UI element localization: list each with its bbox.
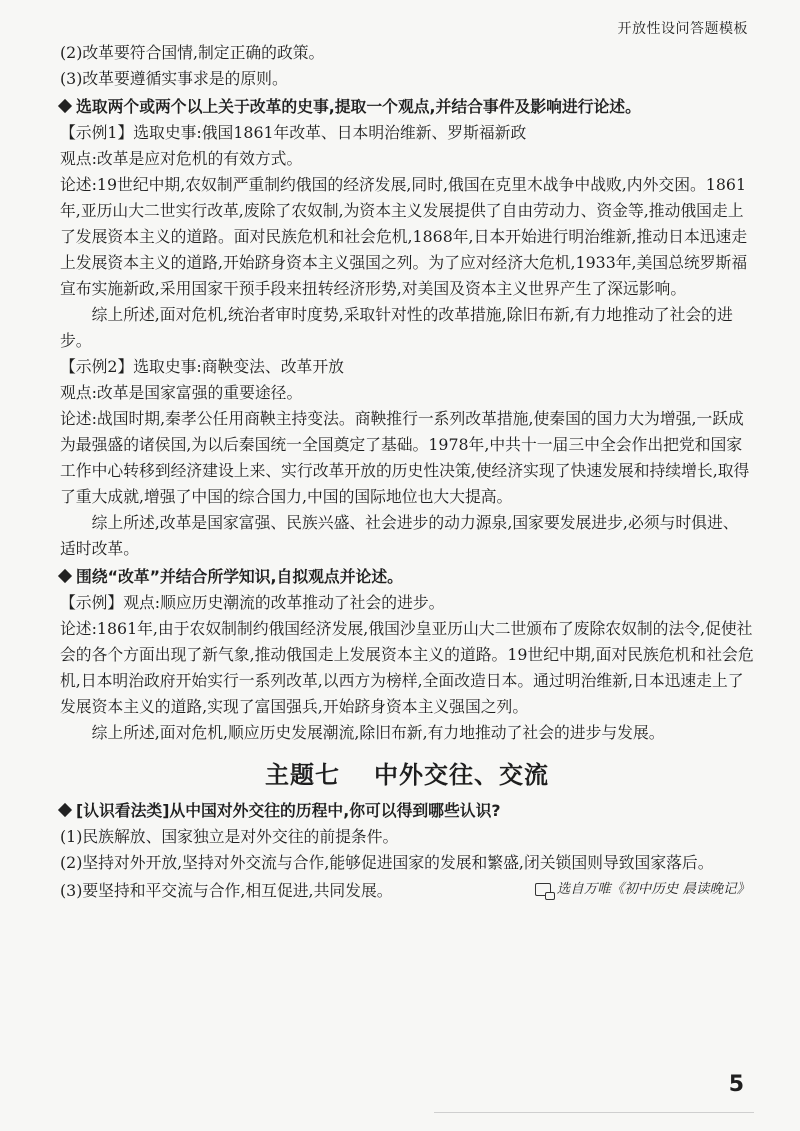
recognition-2: (2)坚持对外开放,坚持对外交流与合作,能够促进国家的发展和繁盛,闭关锁国则导致国家落后。: [60, 853, 714, 872]
question-3: [60, 798, 754, 824]
page-content: [60, 40, 754, 904]
example-2-viewpoint: 观点:改革是国家富强的重要途径。: [60, 383, 303, 402]
question-1: [60, 94, 754, 120]
diamond-bullet-icon: [58, 99, 72, 113]
example-1-conclusion: 综上所述,面对危机,统治者审时度势,采取针对性的改革措施,除旧布新,有力地推动了社会的进步。: [60, 305, 733, 350]
topic-heading: [60, 762, 754, 788]
question-2-text: 围绕“改革”并结合所学知识,自拟观点并论述。: [76, 567, 403, 586]
example-1-selection: 【示例1】选取史事:俄国1861年改革、日本明治维新、罗斯福新政: [60, 123, 527, 142]
header-title: 开放性设问答题模板: [617, 21, 748, 37]
example-3-conclusion: 综上所述,面对危机,顺应历史发展潮流,除旧布新,有力地推动了社会的进步与发展。: [91, 723, 665, 742]
reform-point-3: (3)改革要遵循实事求是的原则。: [60, 69, 288, 88]
example-2-selection: 【示例2】选取史事:商鞅变法、改革开放: [60, 357, 344, 376]
example-1-argument: 论述:19世纪中期,农奴制严重制约俄国的经济发展,同时,俄国在克里木战争中战败,内外交困。1861年,亚历山大二世实行改革,废除了农奴制,为资本主义发展提供了自由劳动力、资金等,推动俄国走上了发展资本主义的道路。面对民族危机和社会危机,1868年,日本开始进行明治维新,推动日本迅速走上发展资本主义的道路,开始跻身资本主义强国之列。为了应对经济大危机,1933年,美国总统罗斯福宣布实施新政,采用国家干预手段来扭转经济形势,对美国及资本主义世界产生了深远影响。: [60, 175, 748, 298]
bottom-divider: [434, 1112, 754, 1113]
example-3-argument: 论述:1861年,由于农奴制制约俄国经济发展,俄国沙皇亚历山大二世颁布了废除农奴制的法令,促使社会的各个方面出现了新气象,推动俄国走上发展资本主义的道路。19世纪中期,面对民族危机和社会危机,日本明治政府开始实行一系列改革,以西方为榜样,全面改造日本。通过明治维新,日本迅速走上了发展资本主义的道路,实现了富国强兵,开始跻身资本主义强国之列。: [60, 619, 754, 716]
question-2: [60, 564, 754, 590]
diamond-bullet-icon: [58, 803, 72, 817]
example-2-conclusion: 综上所述,改革是国家富强、民族兴盛、社会进步的动力源泉,国家要发展进步,必须与时俱进、适时改革。: [60, 513, 739, 558]
topic-number: 主题七: [265, 761, 340, 789]
example-1-viewpoint: 观点:改革是应对危机的有效方式。: [60, 149, 303, 168]
diamond-bullet-icon: [58, 569, 72, 583]
example-2-argument: 论述:战国时期,秦孝公任用商鞅主持变法。商鞅推行一系列改革措施,使秦国的国力大为增强,一跃成为最强盛的诸侯国,为以后秦国统一全国奠定了基础。1978年,中共十一届三中全会作出把党和国家工作中心转移到经济建设上来、实行改革开放的历史性决策,使经济实现了快速发展和持续增长,取得了重大成就,增强了中国的综合国力,中国的国际地位也大大提高。: [60, 409, 750, 506]
last-row: [60, 876, 754, 904]
question-1-text: 选取两个或两个以上关于改革的史事,提取一个观点,并结合事件及影响进行论述。: [76, 97, 641, 116]
source-note: [535, 876, 750, 902]
chat-icon: [535, 883, 551, 896]
topic-name: 中外交往、交流: [374, 761, 549, 789]
question-3-text: [认识看法类]从中国对外交往的历程中,你可以得到哪些认识?: [76, 801, 501, 820]
reform-point-2: (2)改革要符合国情,制定正确的政策。: [60, 43, 325, 62]
example-3-viewpoint: 【示例】观点:顺应历史潮流的改革推动了社会的进步。: [60, 593, 445, 612]
recognition-3: (3)要坚持和平交流与合作,相互促进,共同发展。: [60, 880, 393, 900]
source-text: 选自万唯《初中历史 晨读晚记》: [556, 881, 750, 897]
page-number: 5: [728, 1072, 744, 1097]
recognition-1: (1)民族解放、国家独立是对外交往的前提条件。: [60, 827, 399, 846]
